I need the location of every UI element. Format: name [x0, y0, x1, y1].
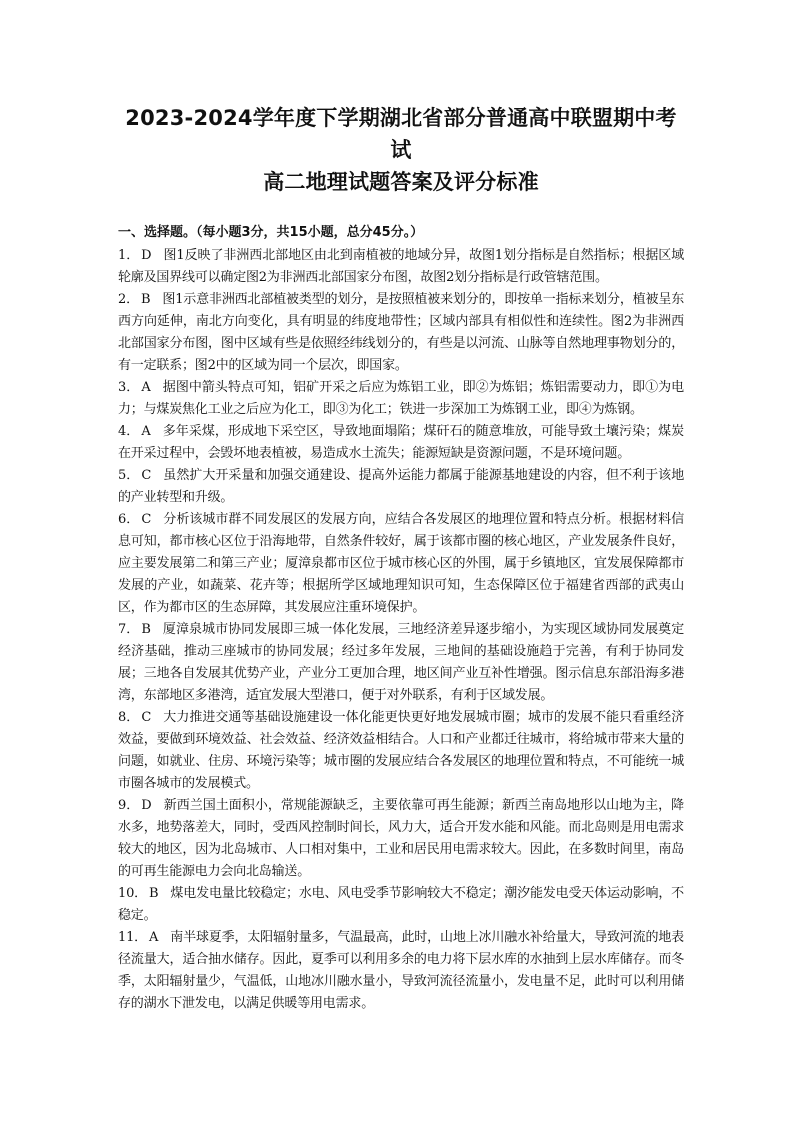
answer-choice: A: [141, 380, 151, 395]
answer-number: 5．: [118, 468, 140, 483]
answer-item-8: [118, 707, 684, 795]
answer-explanation: 据图中箭头特点可知，铝矿开采之后应为炼铝工业，即②为炼铝；炼铝需要动力，即①为电力；与煤炭焦化工业之后应为化工，即③为化工；铁进一步深加工为炼钢工业，即④为炼钢。: [118, 380, 684, 417]
document-title: 2023-2024学年度下学期湖北省部分普通高中联盟期中考试: [125, 106, 677, 162]
answer-item-4: [118, 421, 684, 465]
answer-choice: B: [141, 622, 151, 637]
document-subtitle: 高二地理试题答案及评分标准: [263, 170, 539, 194]
answer-number: 11．: [118, 930, 148, 945]
answer-item-5: [118, 465, 684, 509]
answer-item-1: [118, 245, 684, 289]
answer-item-3: [118, 377, 684, 421]
answer-number: 8．: [118, 710, 140, 725]
answer-number: 9．: [118, 798, 140, 813]
answer-number: 2．: [118, 292, 139, 307]
answer-number: 1．: [118, 248, 140, 263]
answer-number: 4．: [118, 424, 140, 439]
answer-choice: B: [149, 886, 159, 901]
answer-explanation: 图1示意非洲西北部植被类型的划分，是按照植被来划分的，即按单一指标来划分，植被呈东西方向延伸，南北方向变化，具有明显的纬度地带性；区域内部具有相似性和连续性。图2为非洲西北部国家分布图，图中区域有些是依照经纬线划分的，有些是以河流、山脉等自然地理事物划分的，有一定联系；图2中的区域为同一个层次，即国家。: [118, 292, 684, 373]
answer-choice: A: [141, 424, 151, 439]
answer-number: 10．: [118, 886, 148, 901]
answer-explanation: 多年采煤，形成地下采空区，导致地面塌陷；煤矸石的随意堆放，可能导致土壤污染；煤炭在开采过程中，会毁坏地表植被，易造成水土流失；能源短缺是资源问题，不是环境问题。: [118, 424, 684, 461]
answer-choice: C: [141, 512, 152, 527]
answer-explanation: 新西兰国土面积小，常规能源缺乏，主要依靠可再生能源；新西兰南岛地形以山地为主，降水多，地势落差大，同时，受西风控制时间长，风力大，适合开发水能和风能。而北岛则是用电需求较大的地区，因为北岛城市、人口相对集中，工业和居民用电需求较大。因此，在多数时间里，南岛的可再生能源电力会向北岛输送。: [118, 798, 684, 879]
answer-explanation: 大力推进交通等基础设施建设一体化能更快更好地发展城市圈；城市的发展不能只看重经济效益，要做到环境效益、社会效益、经济效益相结合。人口和产业都迁往城市，将给城市带来大量的问题，如就业、住房、环境污染等；城市圈的发展应结合各发展区的地理位置和特点，不可能统一城市圈各城市的发展模式。: [118, 710, 684, 791]
answer-choice: D: [141, 248, 152, 263]
answer-item-2: [118, 289, 684, 377]
answer-choice: D: [141, 798, 152, 813]
answer-item-9: [118, 795, 684, 883]
answer-explanation: 分析该城市群不同发展区的发展方向，应结合各发展区的地理位置和特点分析。根据材料信息可知，都市核心区位于沿海地带，自然条件较好，属于该都市圈的核心地区，产业发展条件良好，应主要发展第二和第三产业；厦漳泉都市区位于城市核心区的外围，属于乡镇地区，宜发展保障都市发展的产业，如蔬菜、花卉等；根据所学区域地理知识可知，生态保障区位于福建省西部的武夷山区，作为都市区的生态屏障，其发展应注重环境保护。: [118, 512, 684, 615]
answer-explanation: 厦漳泉城市协同发展即三城一体化发展，三地经济差异逐步缩小，为实现区域协同发展奠定经济基础，推动三座城市的协同发展；经过多年发展，三地间的基础设施趋于完善，有利于协同发展；三地各自发展其优势产业，产业分工更加合理，地区间产业互补性增强。图示信息东部沿海多港湾，东部地区多港湾，适宜发展大型港口，便于对外联系，有利于区域发展。: [118, 622, 684, 703]
answer-choice: A: [149, 930, 159, 945]
answer-number: 7．: [118, 622, 140, 637]
answer-item-10: [118, 883, 684, 927]
answer-number: 6．: [118, 512, 140, 527]
answer-number: 3．: [118, 380, 140, 395]
answer-item-7: [118, 619, 684, 707]
answer-explanation: 煤电发电量比较稳定；水电、风电受季节影响较大不稳定；潮汐能发电受天体运动影响，不稳定。: [118, 886, 684, 923]
answer-item-11: [118, 927, 684, 1015]
answer-explanation: 图1反映了非洲西北部地区由北到南植被的地域分异，故图1划分指标是自然指标；根据区域轮廓及国界线可以确定图2为非洲西北部国家分布图，故图2划分指标是行政管辖范围。: [118, 248, 685, 285]
answer-item-6: [118, 509, 684, 619]
answer-choice: C: [141, 710, 152, 725]
answer-choice: C: [141, 468, 152, 483]
answer-choice: B: [140, 292, 151, 307]
answer-explanation: 南半球夏季，太阳辐射量多，气温最高，此时，山地上冰川融水补给量大，导致河流的地表径流量大，适合抽水储存。因此，夏季可以利用多余的电力将下层水库的水抽到上层水库储存。而冬季，太阳辐射量少，气温低，山地冰川融水量小，导致河流径流量小，发电量不足，此时可以利用储存的湖水下泄发电，以满足供暖等用电需求。: [118, 930, 684, 1011]
answer-explanation: 虽然扩大开采量和加强交通建设、提高外运能力都属于能源基地建设的内容，但不利于该地的产业转型和升级。: [118, 468, 684, 505]
section-heading: 一、选择题。（每小题3分，共15小题，总分45分。）: [118, 225, 424, 240]
